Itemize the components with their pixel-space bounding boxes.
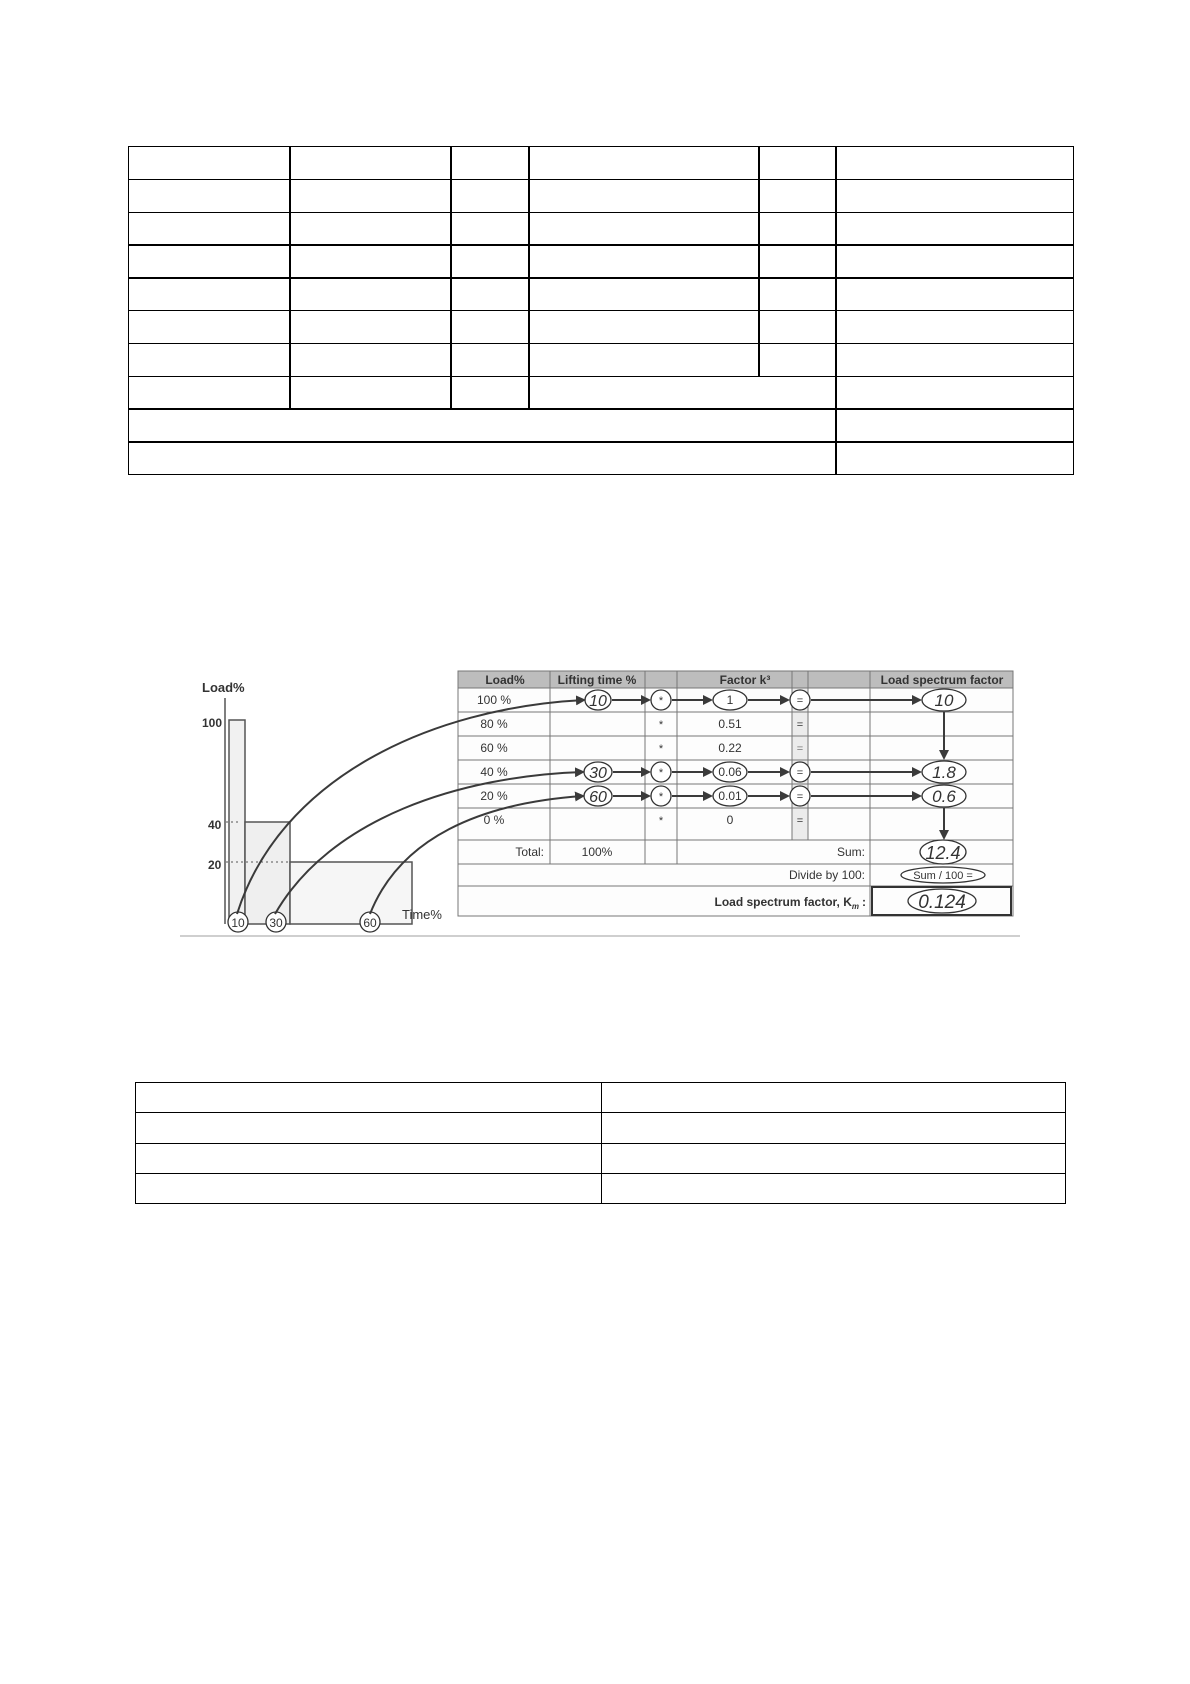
y-tick-20: 20 <box>208 858 222 872</box>
row-eq: = <box>796 767 804 779</box>
km-value: 0.124 <box>918 892 966 913</box>
table-cell <box>835 212 1074 246</box>
table-cell <box>835 441 1074 475</box>
table-cell <box>136 1173 602 1203</box>
time-marker-30-label: 30 <box>269 916 283 930</box>
table-cell <box>450 310 530 344</box>
calculation-table <box>458 671 1013 916</box>
table-cell <box>602 1143 1066 1173</box>
table-cell <box>835 146 1074 180</box>
table-cell <box>450 277 530 311</box>
row-factor: 0 <box>726 813 734 827</box>
row-result: 10 <box>934 691 954 710</box>
row-factor: 0.51 <box>718 717 742 731</box>
table-cell <box>128 343 291 377</box>
table-cell <box>136 1083 602 1113</box>
table-cell <box>128 376 291 410</box>
table-cell <box>128 146 291 180</box>
km-colon: : <box>862 895 866 909</box>
table-cell <box>289 277 452 311</box>
row-op: * <box>658 695 664 707</box>
row-op: * <box>658 815 664 827</box>
table-row <box>136 1113 1066 1143</box>
y-tick-100: 100 <box>202 716 223 730</box>
row-load: 80 % <box>480 717 508 731</box>
table-cell <box>528 310 760 344</box>
table-cell <box>289 376 452 410</box>
table-cell <box>450 376 530 410</box>
time-marker-10-label: 10 <box>231 916 245 930</box>
row-eq: = <box>796 719 804 731</box>
table-cell <box>758 343 837 377</box>
y-axis-label: Load% <box>202 680 245 695</box>
row-load: 20 % <box>480 789 508 803</box>
row-eq: = <box>796 791 804 803</box>
total-label: Total: <box>515 845 544 859</box>
row-load: 60 % <box>480 741 508 755</box>
row-factor: 1 <box>726 693 734 707</box>
table-row <box>136 1143 1066 1173</box>
km-label-main: Load spectrum factor, K <box>714 895 852 909</box>
divide-value: Sum / 100 = <box>913 870 973 882</box>
row-eq: = <box>796 695 804 707</box>
table-cell <box>758 179 837 213</box>
table-cell <box>758 244 837 278</box>
table-cell <box>450 244 530 278</box>
table-cell <box>289 212 452 246</box>
table-cell <box>528 212 760 246</box>
table-cell <box>289 146 452 180</box>
time-marker-60-label: 60 <box>363 916 377 930</box>
table-cell <box>450 179 530 213</box>
row-load: 100 % <box>476 693 512 707</box>
table-cell <box>835 244 1074 278</box>
table-cell <box>528 146 760 180</box>
x-axis-label: Time% <box>402 907 442 922</box>
row-op: * <box>658 719 664 731</box>
row-op: * <box>658 767 664 779</box>
table-cell <box>128 179 291 213</box>
km-label <box>715 895 860 911</box>
table-cell <box>128 277 291 311</box>
table-cell <box>128 441 837 475</box>
table-cell <box>289 310 452 344</box>
table-cell <box>528 376 837 410</box>
y-tick-40: 40 <box>208 818 222 832</box>
row-eq: = <box>796 815 804 827</box>
table-cell <box>528 343 760 377</box>
km-label-sub: m <box>851 902 859 911</box>
table-cell <box>758 277 837 311</box>
table-cell <box>289 343 452 377</box>
header-load: Load% <box>485 673 525 687</box>
table-cell <box>835 310 1074 344</box>
table-cell <box>602 1173 1066 1203</box>
table-cell <box>528 244 760 278</box>
row-factor: 0.06 <box>718 765 742 779</box>
table-cell <box>136 1143 602 1173</box>
table-cell <box>758 212 837 246</box>
table-cell <box>602 1083 1066 1113</box>
table-cell <box>835 277 1074 311</box>
table-cell <box>128 310 291 344</box>
table-cell <box>758 310 837 344</box>
empty-table-top <box>128 146 1072 474</box>
table-cell <box>128 212 291 246</box>
table-row <box>136 1083 1066 1113</box>
row-time: 10 <box>589 693 607 710</box>
table-cell <box>835 408 1074 442</box>
row-load: 40 % <box>480 765 508 779</box>
sum-label: Sum: <box>836 845 865 859</box>
table-cell <box>528 179 760 213</box>
table-cell <box>835 376 1074 410</box>
header-factor: Factor k³ <box>719 673 771 687</box>
table-cell <box>758 146 837 180</box>
row-eq: = <box>796 743 804 755</box>
divide-label: Divide by 100: <box>788 868 865 882</box>
table-row <box>136 1173 1066 1203</box>
table-cell <box>450 146 530 180</box>
total-value: 100% <box>581 845 613 859</box>
table-cell <box>835 343 1074 377</box>
row-result: 0.6 <box>932 787 956 806</box>
table-cell <box>450 212 530 246</box>
row-time: 60 <box>589 789 607 806</box>
header-load-spectrum-factor: Load spectrum factor <box>880 673 1004 687</box>
row-op: * <box>658 743 664 755</box>
table-cell <box>289 244 452 278</box>
row-op: * <box>658 791 664 803</box>
table-cell <box>289 179 452 213</box>
table-cell <box>136 1113 602 1143</box>
header-lifting-time: Lifting time % <box>557 673 637 687</box>
table-cell <box>128 244 291 278</box>
table-cell <box>128 408 837 442</box>
sum-value: 12.4 <box>925 843 961 863</box>
table-cell <box>450 343 530 377</box>
table-cell <box>602 1113 1066 1143</box>
row-factor: 0.01 <box>718 789 742 803</box>
row-time: 30 <box>589 765 607 782</box>
table-cell <box>835 179 1074 213</box>
figure-svg <box>180 668 1020 940</box>
bar-load-40 <box>245 822 290 924</box>
empty-table-bottom <box>135 1082 1066 1204</box>
row-factor: 0.22 <box>718 741 742 755</box>
row-load: 0 % <box>483 813 505 827</box>
load-spectrum-figure <box>180 668 1020 940</box>
table-cell <box>528 277 760 311</box>
row-result: 1.8 <box>932 763 956 782</box>
